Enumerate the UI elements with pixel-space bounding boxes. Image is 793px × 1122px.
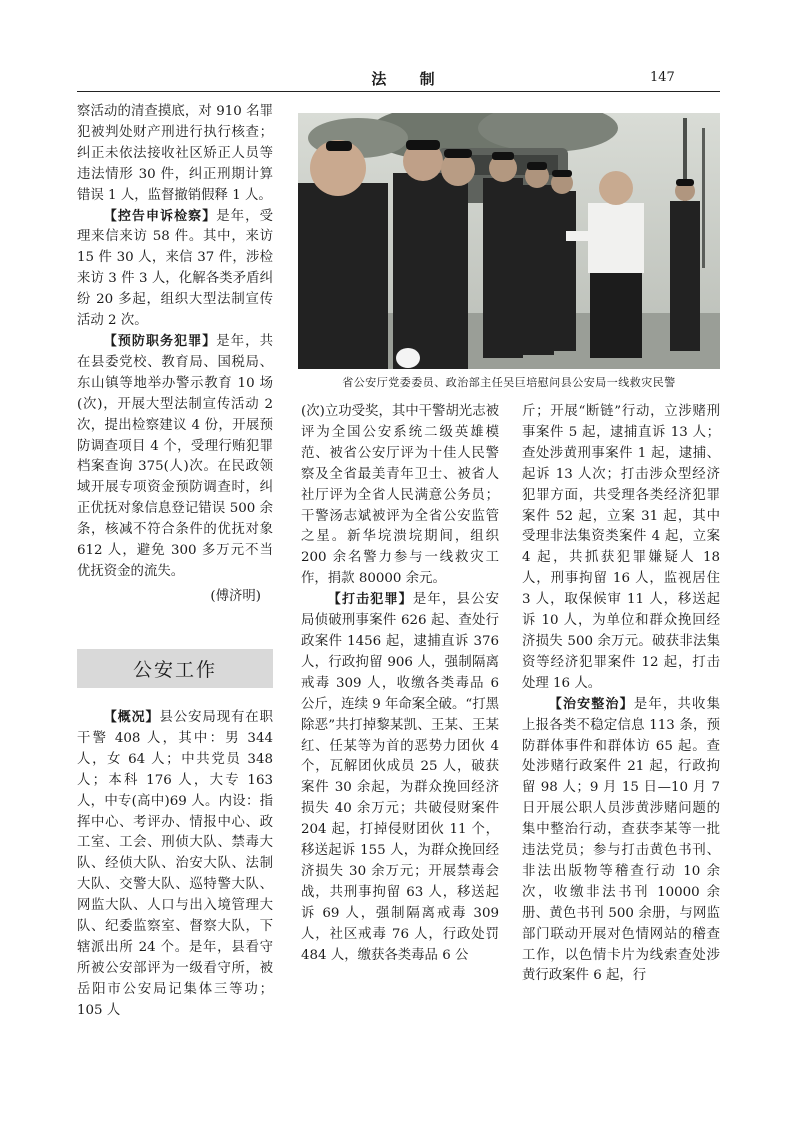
paragraph-complaint-inspection: [77, 207, 273, 332]
photo-illustration: [298, 113, 720, 369]
paragraph-overview: [77, 708, 273, 1022]
paragraph-crime-crackdown: [301, 590, 499, 966]
paragraph-text: 县公安局现有在职干警 408 人，其中：男 344 人，女 64 人；中共党员 348 人；本科 176 人，大专 163 人，中专(高中)69 人。内设：指挥中心、考评办、情报中心、政工室、工会、刑侦大队、禁毒大队、经侦大队、治安大队、法制大队、交警大队、巡特警大队、网监大队、人口与出入境管理大队、纪委监察室、督察大队，下辖派出所 24 个。是年，县看守所被公安部评为一级看守所，被岳阳市公安局记集体三等功；105 人: [77, 710, 273, 1018]
keyword-overview: 【概况】: [103, 710, 160, 725]
author-signature: (傅济明): [210, 588, 261, 604]
page-number: 147: [650, 70, 675, 85]
column-2: [301, 402, 499, 966]
paragraph-continuation: 察活动的清查摸底，对 910 名罪犯被判处财产刑进行执行核查；纠正未依法接收社区矫正人员等违法情形 30 件，纠正刑期计算错误 1 人，监督撤销假释 1 人。: [77, 104, 273, 203]
paragraph-continuation: 斤；开展“断链”行动，立涉赌刑事案件 5 起，逮捕直诉 13 人；查处涉黄刑事案件 1 起，逮捕、起诉 13 人次；打击涉众型经济犯罪方面，共受理各类经济犯罪案件 52 起，立案 31 起，其中受理非法集资类案件 4 起，立案 4 起，共抓获犯罪嫌疑人 18 人，刑事拘留 16 人，监视居住 3 人，取保候审 11 人，移送起诉 10 人，为单位和群众挽回经济损失 500 余万元。破获非法集资等经济犯罪案件 12 起，打击处理 16 人。: [522, 404, 720, 691]
column-1: [77, 102, 273, 608]
keyword-crime-crackdown: 【打击犯罪】: [327, 592, 413, 608]
column-3: [522, 402, 720, 987]
news-photo: [298, 113, 720, 369]
photo-caption: 省公安厅党委委员、政治部主任吴巨培慰问县公安局一线救灾民警: [342, 376, 676, 389]
keyword-crime-prevention: 【预防职务犯罪】: [103, 333, 217, 349]
section-heading-public-security: 公安工作: [77, 649, 273, 688]
keyword-public-order: 【治安整治】: [548, 696, 634, 712]
paragraph-text: 是年，共收集上报各类不稳定信息 113 条，预防群体事件和群体访 65 起。查处涉赌行政案件 21 起，行政拘留 98 人；9 月 15 日—10 月 7 日开展公职人员涉黄涉赌问题的集中整治行动，查获李某等一批违法党员；参与打击黄色书刊、非法出版物等稽查行动 10 余次，收缴非法书刊 10000 余册、黄色书刊 500 余册，与网监部门联动开展对色情网站的稽查工作，以色情卡片为线索查处涉黄行政案件 6 起，行: [522, 696, 720, 984]
paragraph-text: 是年，受理来信来访 58 件。其中，来访 15 件 30 人，来信 37 件，涉检来访 3 件 3 人，化解各类矛盾纠纷 20 多起，组织大型法制宣传活动 2 次。: [77, 208, 273, 329]
running-header-title: 法 制: [371, 70, 449, 88]
paragraph-continuation: (次)立功受奖，其中干警胡光志被评为全国公安系统二级英雄模范、被省公安厅评为十佳人民警察及全省最美青年卫士、被省人社厅评为全省人民满意公务员；干警汤志斌被评为全省公安监管之星。新华垸溃垸期间，组织 200 余名警力参与一线救灾工作，捐款 80000 余元。: [301, 404, 499, 587]
header-rule: [77, 91, 720, 92]
paragraph-public-order: [522, 695, 720, 988]
column-1-lower: [77, 708, 273, 1022]
keyword-complaint-inspection: 【控告申诉检察】: [103, 208, 217, 224]
paragraph-text: 是年，县公安局侦破刑事案件 626 起、查处行政案件 1456 起，逮捕直诉 376 人，行政拘留 906 人，强制隔离戒毒 309 人，收缴各类毒品 6 公斤，连续 9 年命案全破。“打黑除恶”共打掉黎某凯、王某、王某红、任某等为首的恶势力团伙 4 个，瓦解团伙成员 25 人，破获案件 30 余起，为群众挽回经济损失 40 余万元；共破侵财案件 204 起，打掉侵财团伙 11 个，移送起诉 155 人，为群众挽回经济损失 30 余万元；开展禁毒会战，共刑事拘留 63 人，移送起诉 69 人，强制隔离戒毒 309 人，社区戒毒 76 人，行政处罚 484 人，缴获各类毒品 6 公: [301, 592, 499, 963]
paragraph-text: 是年，共在县委党校、教育局、国税局、东山镇等地举办警示教育 10 场(次)，开展大型法制宣传活动 2 次，提出检察建议 4 份，开展预防调查项目 4 个，受理行贿犯罪档案查询 375(人)次。在民政领域开展专项资金预防调查时，纠正优抚对象信息登记错误 500 余条，核减不符合条件的优抚对象 612 人，避免 300 多万元不当优抚资金的流失。: [77, 333, 273, 579]
paragraph-crime-prevention: [77, 332, 273, 583]
